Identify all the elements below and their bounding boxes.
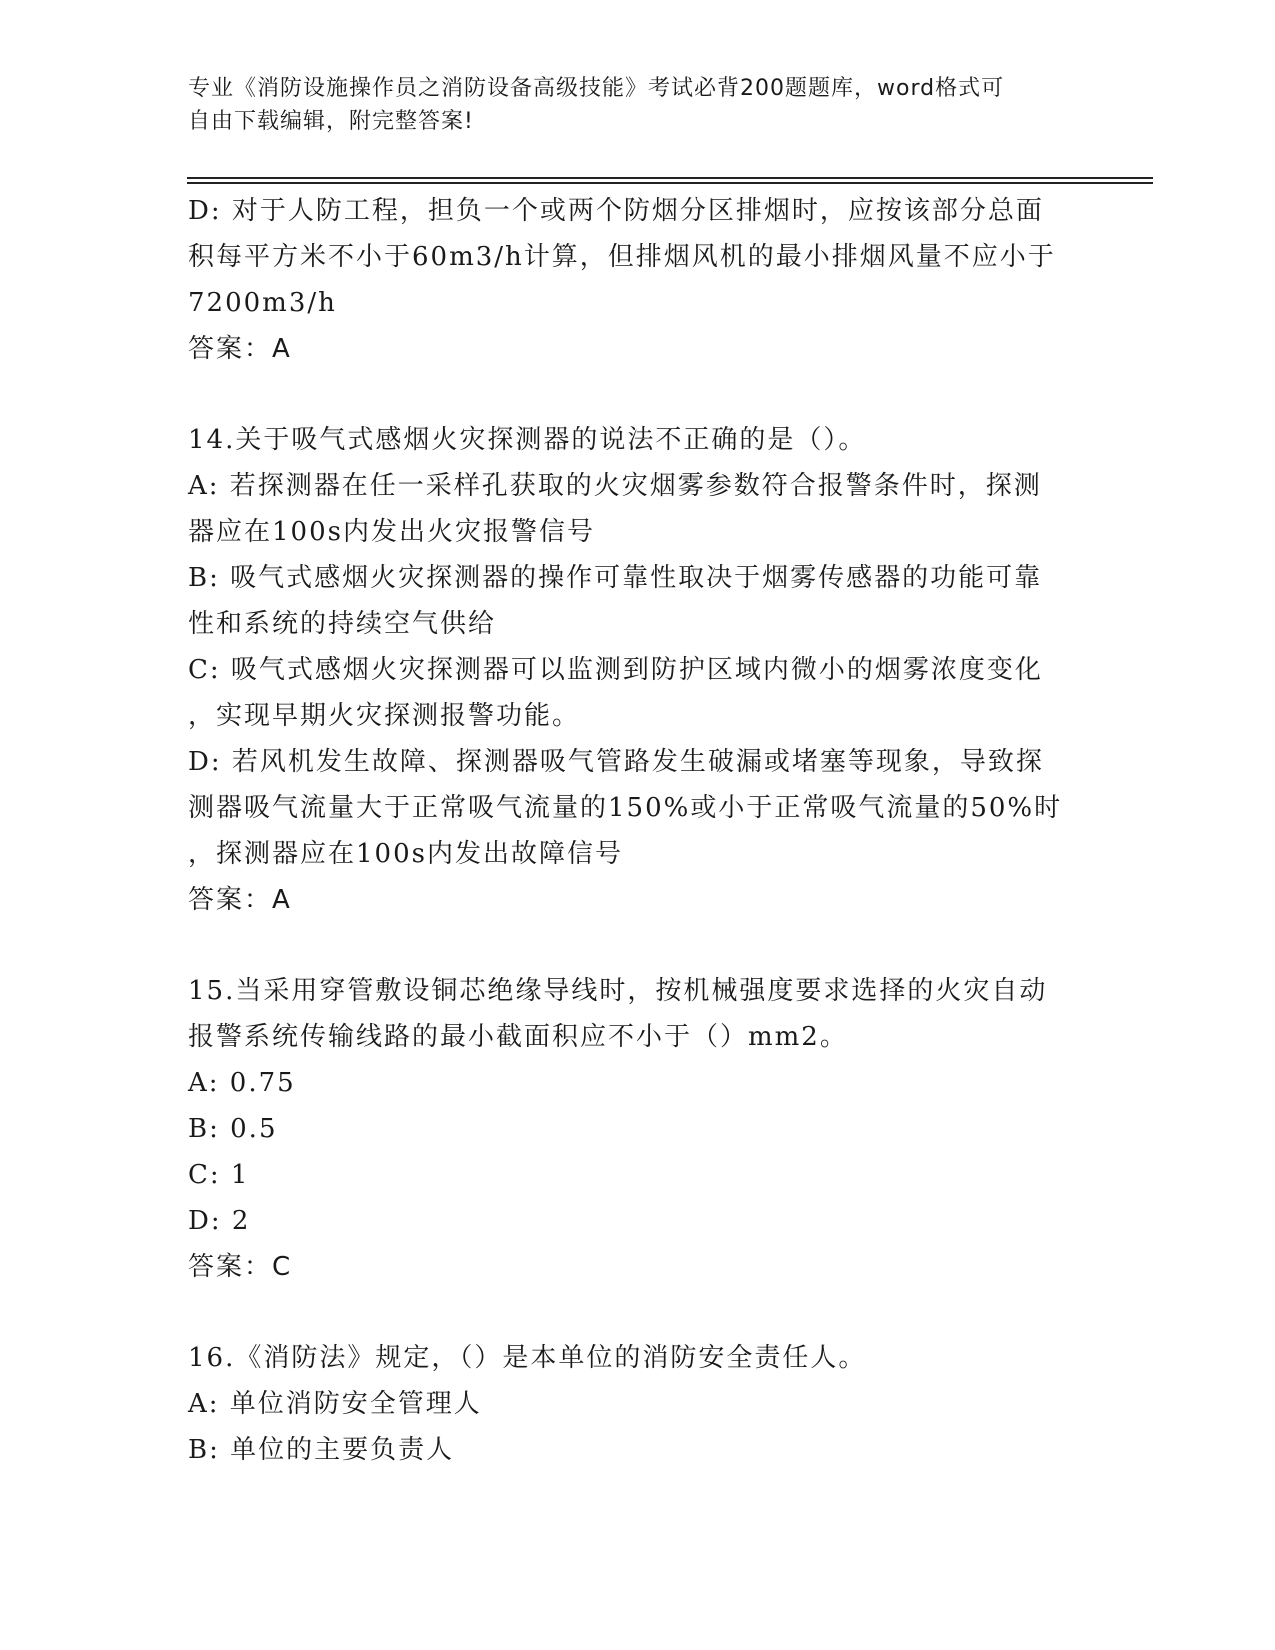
question-13-answer: 答案：A <box>188 334 292 364</box>
option-line: ，实现早期火灾探测报警功能。 <box>188 701 581 731</box>
option-line: C: 吸气式感烟火灾探测器可以监测到防护区域内微小的烟雾浓度变化 <box>188 655 1043 685</box>
option-line: D: 对于人防工程，担负一个或两个防烟分区排烟时，应按该部分总面 <box>188 196 1044 226</box>
stem-line: 15.当采用穿管敷设铜芯绝缘导线时，按机械强度要求选择的火灾自动 <box>188 976 1048 1006</box>
spacer <box>188 1290 1088 1335</box>
question-content <box>188 188 1088 1473</box>
header-line-2: 自由下载编辑，附完整答案! <box>188 109 474 134</box>
option-line: D: 若风机发生故障、探测器吸气管路发生破漏或堵塞等现象，导致探 <box>188 747 1044 777</box>
question-15-option-a: A: 0.75 <box>188 1068 296 1098</box>
question-14-option-d <box>188 739 1088 877</box>
page-header <box>188 72 1068 138</box>
question-16-option-a: A: 单位消防安全管理人 <box>188 1389 482 1419</box>
header-divider-bottom <box>187 182 1153 184</box>
option-line: 器应在100s内发出火灾报警信号 <box>188 517 595 547</box>
header-divider-top <box>187 177 1153 179</box>
question-13-option-d <box>188 188 1088 326</box>
spacer <box>188 372 1088 417</box>
question-14-option-c <box>188 647 1088 739</box>
spacer <box>188 923 1088 968</box>
question-15-option-c: C: 1 <box>188 1160 250 1190</box>
option-line: 性和系统的持续空气供给 <box>188 609 497 639</box>
option-line: A: 若探测器在任一采样孔获取的火灾烟雾参数符合报警条件时，探测 <box>188 471 1042 501</box>
question-15-stem <box>188 968 1088 1060</box>
question-16-stem: 16.《消防法》规定，（）是本单位的消防安全责任人。 <box>188 1343 867 1373</box>
question-14-stem: 14.关于吸气式感烟火灾探测器的说法不正确的是（）。 <box>188 425 867 455</box>
question-15-answer: 答案：C <box>188 1252 293 1282</box>
option-line: 积每平方米不小于60m3/h计算，但排烟风机的最小排烟风量不应小于 <box>188 242 1056 272</box>
question-14-answer: 答案：A <box>188 885 292 915</box>
option-line: 7200m3/h <box>188 288 337 318</box>
question-15-option-b: B: 0.5 <box>188 1114 278 1144</box>
question-15-option-d: D: 2 <box>188 1206 251 1236</box>
question-14-option-a <box>188 463 1088 555</box>
stem-line: 报警系统传输线路的最小截面积应不小于（）mm2。 <box>188 1022 848 1052</box>
question-14-option-b <box>188 555 1088 647</box>
question-16-option-b: B: 单位的主要负责人 <box>188 1435 455 1465</box>
header-line-1: 专业《消防设施操作员之消防设备高级技能》考试必背200题题库，word格式可 <box>188 76 1005 101</box>
option-line: ，探测器应在100s内发出故障信号 <box>188 839 623 869</box>
option-line: B: 吸气式感烟火灾探测器的操作可靠性取决于烟雾传感器的功能可靠 <box>188 563 1043 593</box>
option-line: 测器吸气流量大于正常吸气流量的150%或小于正常吸气流量的50%时 <box>188 793 1063 823</box>
